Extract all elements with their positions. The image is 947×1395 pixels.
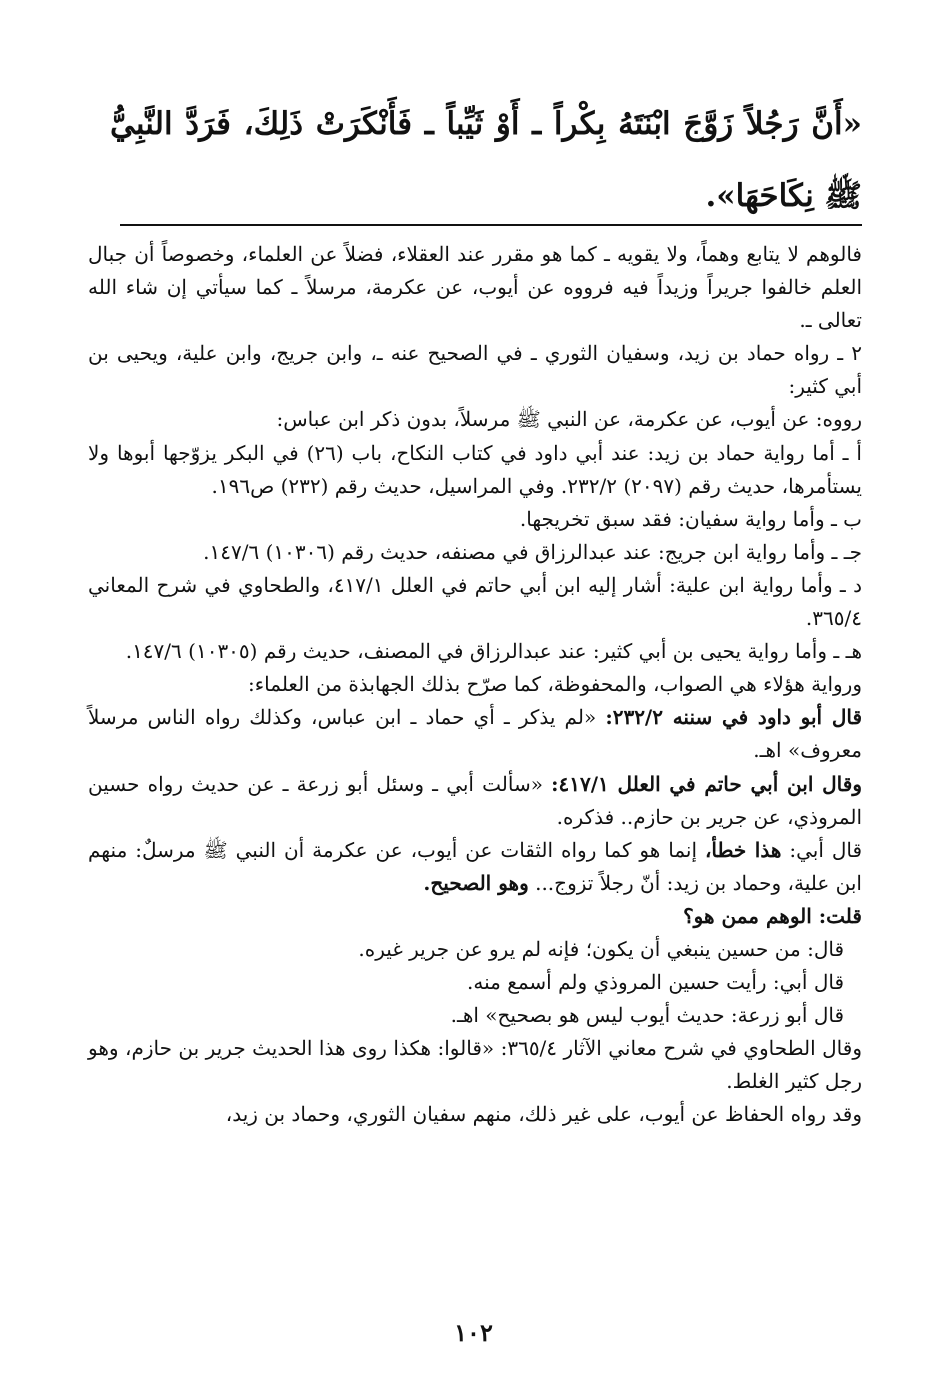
footnote-paragraph: ٢ ـ رواه حماد بن زيد، وسفيان الثوري ـ في الصحيح عنه ـ، وابن جريج، وابن علية، ويحيى بن أبي كثير: bbox=[88, 341, 862, 399]
footnote-divider bbox=[120, 224, 862, 226]
footnote-paragraph: جـ ـ وأما رواية ابن جريج: عند عبدالرزاق في مصنفه، حديث رقم (١٠٣٠٦) ١٤٧/٦. bbox=[203, 539, 862, 564]
footnote-paragraph: قال أبي: رأيت حسين المروذي ولم أسمع منه. bbox=[467, 970, 844, 995]
footnote-paragraph: رووه: عن أيوب، عن عكرمة، عن النبي ﷺ مرسلاً، بدون ذكر ابن عباس: bbox=[276, 407, 862, 432]
footnote-paragraph: وقد رواه الحفاظ عن أيوب، على غير ذلك، منهم سفيان الثوري، وحماد بن زيد، bbox=[225, 1102, 862, 1127]
footnotes-block bbox=[88, 238, 862, 1132]
page-number: ١٠٢ bbox=[454, 1318, 493, 1347]
footnote-paragraph: قال: من حسين ينبغي أن يكون؛ فإنه لم يرو عن جرير غيره. bbox=[358, 936, 844, 961]
footnote-paragraph: قلت: الوهم ممن هو؟ bbox=[683, 903, 862, 928]
footnote-paragraph: قال أبو زرعة: حديث أيوب ليس هو بصحيح» اهـ. bbox=[450, 1003, 844, 1028]
hadith-text: «أَنَّ رَجُلاً زَوَّجَ ابْنَتَهُ بِكْراً ـ أَوْ ثَيِّباً ـ فَأَنْكَرَتْ ذَلِكَ، فَرَدَّ النَّبِيُّ ﷺ نِكَاحَهَا». bbox=[110, 106, 862, 214]
footnote-paragraph: ب ـ وأما رواية سفيان: فقد سبق تخريجها. bbox=[519, 506, 862, 531]
footnote-paragraph: قال أبو داود في سننه ٢٣٢/٢: «لم يذكر ـ أي حماد ـ ابن عباس، وكذلك رواه الناس مرسلاً معروف» اهـ. bbox=[88, 705, 863, 763]
footnote-paragraph: وقال ابن أبي حاتم في العلل ٤١٧/١: «سألت أبي ـ وسئل أبو زرعة ـ عن حديث رواه حسين المروذي، عن جرير بن حازم.. فذكره. bbox=[88, 771, 862, 829]
footnote-paragraph: ورواية هؤلاء هي الصواب، والمحفوظة، كما صرّح بذلك الجهابذة من العلماء: bbox=[248, 672, 862, 697]
footnote-paragraph: وقال الطحاوي في شرح معاني الآثار ٣٦٥/٤: «قالوا: هكذا روى هذا الحديث جرير بن حازم، وهو رجل كثير الغلط. bbox=[88, 1036, 862, 1094]
footnote-paragraph: فالوهم لا يتابع وهماً، ولا يقويه ـ كما هو مقرر عند العقلاء، فضلاً عن العلماء، وخصوصاً أن جبال العلم خالفوا جريراً وزيداً فيه فرووه عن أيوب، عن عكرمة، مرسلاً ـ كما سيأتي إن شاء الله تعالى ـ. bbox=[88, 242, 862, 333]
footnote-paragraph: د ـ وأما رواية ابن علية: أشار إليه ابن أبي حاتم في العلل ٤١٧/١، والطحاوي في شرح المعاني ٣٦٥/٤. bbox=[88, 572, 862, 631]
footnote-paragraph: هـ ـ وأما رواية يحيى بن أبي كثير: عند عبدالرزاق في المصنف، حديث رقم (١٠٣٠٥) ١٤٧/٦. bbox=[125, 639, 862, 664]
footnote-paragraph: قال أبي: هذا خطأ، إنما هو كما رواه الثقات عن أيوب، عن عكرمة أن النبي ﷺ مرسلٌ: منهم ابن علية، وحماد بن زيد: أنّ رجلاً تزوج... وهو الصحيح. bbox=[88, 837, 863, 895]
footnote-paragraph: أ ـ أما رواية حماد بن زيد: عند أبي داود في كتاب النكاح، باب (٢٦) في البكر يزوّجها أبوها ولا يستأمرها، حديث رقم (٢٠٩٧) ٢٣٢/٢. وفي المراسيل، حديث رقم (٢٣٢) ص١٩٦. bbox=[88, 440, 862, 498]
